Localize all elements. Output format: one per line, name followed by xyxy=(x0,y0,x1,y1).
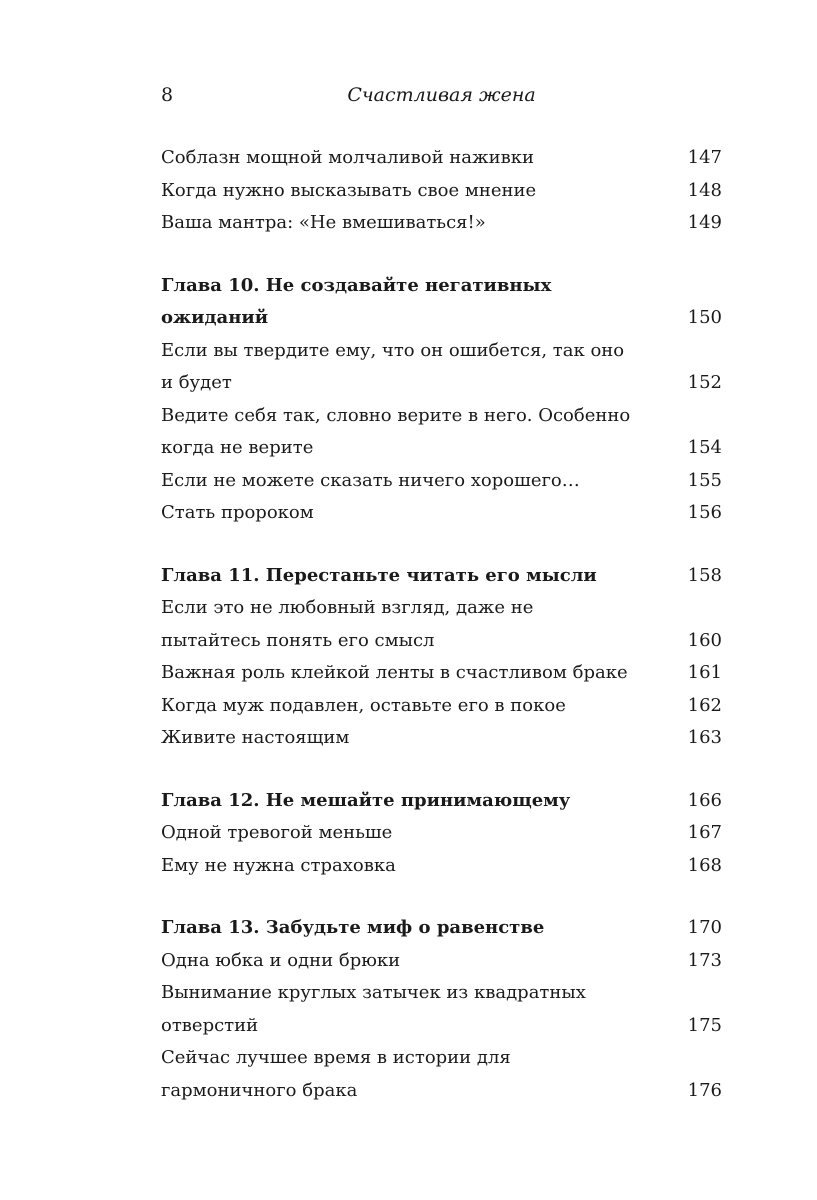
toc-section xyxy=(161,785,722,883)
toc-entry xyxy=(161,1042,722,1107)
entry-title: Когда нужно высказывать свое мнение xyxy=(161,179,537,201)
entry-page-number: 160 xyxy=(687,629,722,651)
entry-page-number: 154 xyxy=(687,437,722,458)
toc-entry xyxy=(161,817,722,850)
entry-page-number: 163 xyxy=(687,727,722,748)
entry-title: Живите настоящим xyxy=(161,727,350,748)
entry-page-number: 173 xyxy=(687,949,722,971)
entry-page-number: 161 xyxy=(687,662,722,683)
entry-title: Стать пророком xyxy=(161,502,314,523)
toc-section xyxy=(161,560,722,755)
toc-entry xyxy=(161,497,722,530)
toc-entry xyxy=(161,657,722,690)
entry-page-number: 170 xyxy=(687,917,722,938)
entry-title: Если вы твердите ему, что он ошибется, так оно и будет xyxy=(161,339,625,393)
toc-section xyxy=(161,912,722,1107)
toc-entry xyxy=(161,690,722,723)
toc-entry xyxy=(161,977,722,1042)
entry-title: Вынимание круглых затычек из квадратных отверстий xyxy=(161,982,586,1036)
toc-entry xyxy=(161,142,722,175)
running-title: Счастливая жена xyxy=(347,84,536,106)
chapter-title: Глава 10. Не создавайте негативных ожиданий xyxy=(161,274,552,328)
entry-page-number: 150 xyxy=(687,307,722,328)
entry-page-number: 158 xyxy=(687,564,722,586)
chapter-heading xyxy=(161,270,722,335)
chapter-title: Глава 13. Забудьте миф о равенстве xyxy=(161,917,545,938)
toc-entry xyxy=(161,207,722,240)
entry-page-number: 156 xyxy=(687,502,722,523)
entry-page-number: 168 xyxy=(687,854,722,876)
entry-title: Важная роль клейкой ленты в счастливом браке xyxy=(161,662,628,683)
chapter-title: Глава 11. Перестаньте читать его мысли xyxy=(161,564,597,586)
chapter-heading xyxy=(161,912,722,945)
toc-entry xyxy=(161,465,722,498)
entry-title: Сейчас лучшее время в истории для гармоничного брака xyxy=(161,1047,511,1101)
entry-title: Одна юбка и одни брюки xyxy=(161,949,401,971)
toc-entry xyxy=(161,400,722,465)
entry-page-number: 167 xyxy=(687,822,722,843)
entry-page-number: 176 xyxy=(687,1079,722,1101)
entry-title: Одной тревогой меньше xyxy=(161,822,393,843)
toc-entry xyxy=(161,335,722,400)
entry-title: Если не можете сказать ничего хорошего… xyxy=(161,469,580,491)
chapter-heading xyxy=(161,785,722,818)
page-number: 8 xyxy=(161,84,174,106)
toc-entry xyxy=(161,722,722,755)
entry-page-number: 175 xyxy=(687,1014,722,1036)
entry-page-number: 148 xyxy=(687,179,722,201)
toc-entry xyxy=(161,175,722,208)
entry-page-number: 147 xyxy=(687,147,722,168)
entry-page-number: 152 xyxy=(687,372,722,393)
entry-page-number: 166 xyxy=(687,789,722,811)
entry-title: Ваша мантра: «Не вмешиваться!» xyxy=(161,212,486,233)
entry-title: Ведите себя так, словно верите в него. Особенно когда не верите xyxy=(161,404,631,458)
entry-page-number: 149 xyxy=(687,212,722,233)
toc-section xyxy=(161,142,722,240)
toc-entry xyxy=(161,945,722,978)
page-header xyxy=(161,81,722,109)
toc-section xyxy=(161,270,722,530)
table-of-contents xyxy=(161,142,722,1137)
entry-title: Когда муж подавлен, оставьте его в покое xyxy=(161,694,566,716)
toc-entry xyxy=(161,850,722,883)
entry-title: Ему не нужна страховка xyxy=(161,854,396,876)
entry-title: Если это не любовный взгляд, даже не пытайтесь понять его смысл xyxy=(161,597,534,651)
toc-entry xyxy=(161,592,722,657)
entry-page-number: 162 xyxy=(687,694,722,716)
chapter-title: Глава 12. Не мешайте принимающему xyxy=(161,789,571,811)
chapter-heading xyxy=(161,560,722,593)
entry-title: Соблазн мощной молчаливой наживки xyxy=(161,147,534,168)
entry-page-number: 155 xyxy=(687,469,722,491)
